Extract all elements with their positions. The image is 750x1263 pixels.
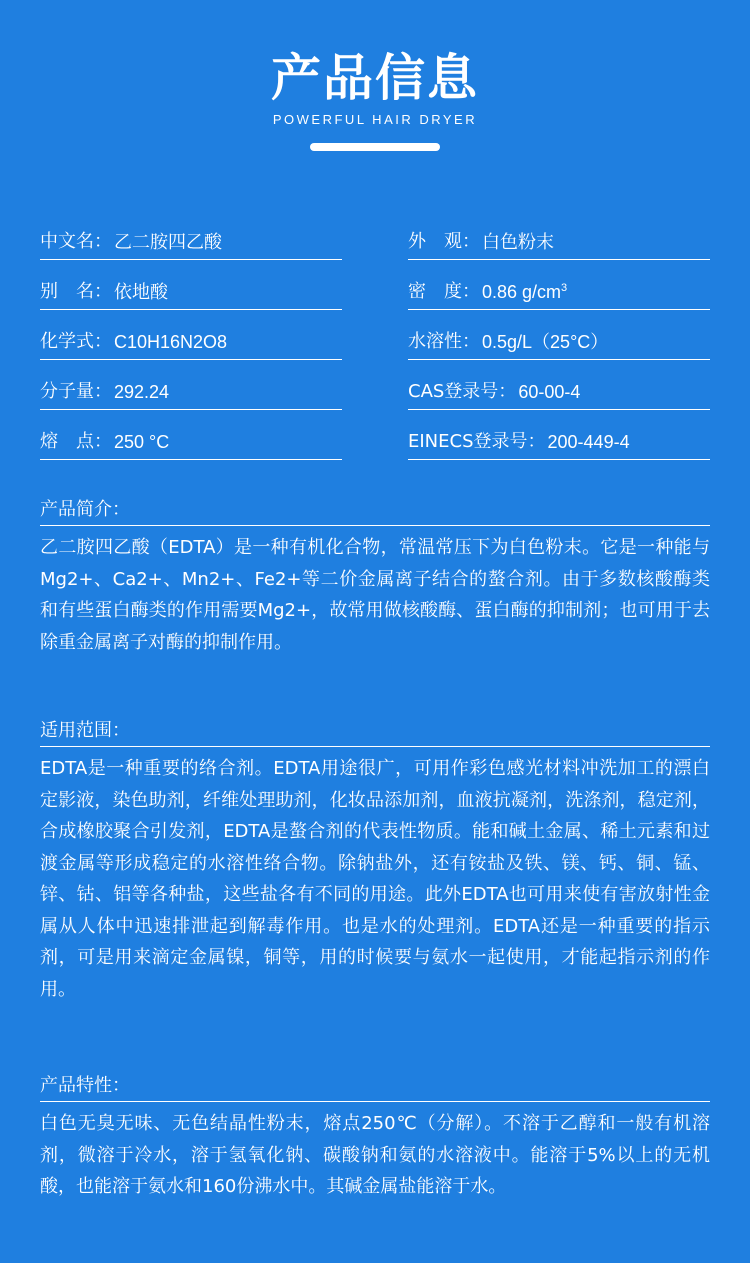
- intro-section-title: 产品简介：: [40, 497, 710, 526]
- spec-row-formula: [40, 310, 342, 360]
- density-value: 0.86 g/cm: [482, 282, 562, 302]
- spec-value: 60-00-4: [518, 382, 581, 402]
- spec-value: 白色粉末: [482, 232, 554, 252]
- spec-row-molecular-weight: [40, 360, 342, 410]
- spec-column-right: [408, 210, 710, 460]
- features-section-title: 产品特性：: [40, 1073, 710, 1102]
- spec-row-solubility: [408, 310, 710, 360]
- spec-row-chinese-name: [40, 210, 342, 260]
- page-title: 产品信息: [271, 49, 479, 107]
- page-header: [0, 0, 750, 151]
- spec-label: EINECS登录号：: [408, 431, 546, 452]
- spec-label: 熔 点：: [40, 431, 112, 452]
- spec-row-alias: [40, 260, 342, 310]
- spec-row-cas-number: [408, 360, 710, 410]
- spec-column-left: [40, 210, 342, 460]
- spec-value: [482, 280, 567, 304]
- spec-value: 乙二胺四乙酸: [114, 232, 222, 252]
- scope-section: [40, 718, 710, 1005]
- density-unit-superscript: 3: [561, 282, 568, 294]
- spec-row-density: [408, 260, 710, 310]
- spec-value: 200-449-4: [547, 432, 630, 452]
- spec-value: 0.5g/L（25°C）: [482, 332, 609, 352]
- spec-label: 密 度：: [408, 281, 480, 302]
- spec-value: C10H16N2O8: [114, 332, 228, 352]
- spec-row-einecs-number: [408, 410, 710, 460]
- spec-label: 水溶性：: [408, 331, 480, 352]
- spec-value: 250 °C: [114, 432, 170, 452]
- features-section-body: 白色无臭无味、无色结晶性粉末，熔点250℃（分解）。不溶于乙醇和一般有机溶剂，微溶于冷水，溶于氢氧化钠、碳酸钠和氨的水溶液中。能溶于5%以上的无机酸，也能溶于氨水和160份沸水中。其碱金属盐能溶于水。: [40, 1113, 710, 1197]
- spec-table: [40, 210, 710, 460]
- spec-row-appearance: [408, 210, 710, 260]
- scope-section-body: EDTA是一种重要的络合剂。EDTA用途很广，可用作彩色感光材料冲洗加工的漂白定影液，染色助剂，纤维处理助剂，化妆品添加剂，血液抗凝剂，洗涤剂，稳定剂，合成橡胶聚合引发剂，EDTA是螯合剂的代表性物质。能和碱土金属、稀土元素和过渡金属等形成稳定的水溶性络合物。除钠盐外，还有铵盐及铁、镁、钙、铜、锰、锌、钴、铝等各种盐，这些盐各有不同的用途。此外EDTA也可用来使有害放射性金属从人体中迅速排泄起到解毒作用。也是水的处理剂。EDTA还是一种重要的指示剂，可是用来滴定金属镍，铜等，用的时候要与氨水一起使用，才能起指示剂的作用。: [40, 758, 710, 1000]
- intro-section: [40, 497, 710, 658]
- spec-label: 中文名：: [40, 231, 112, 252]
- spec-row-melting-point: [40, 410, 342, 460]
- spec-value: 292.24: [114, 382, 170, 402]
- spec-label: 化学式：: [40, 331, 112, 352]
- spec-label: 分子量：: [40, 381, 112, 402]
- scope-section-title: 适用范围：: [40, 718, 710, 747]
- spec-value: 依地酸: [114, 282, 168, 302]
- page-subtitle: POWERFUL HAIR DRYER: [272, 112, 478, 127]
- intro-section-body: 乙二胺四乙酸（EDTA）是一种有机化合物，常温常压下为白色粉末。它是一种能与Mg2+、Ca2+、Mn2+、Fe2+等二价金属离子结合的螯合剂。由于多数核酸酶类和有些蛋白酶类的作用需要Mg2+，故常用做核酸酶、蛋白酶的抑制剂；也可用于去除重金属离子对酶的抑制作用。: [40, 537, 710, 653]
- title-underline-bar: [310, 143, 440, 151]
- spec-label: 别 名：: [40, 281, 112, 302]
- features-section: [40, 1073, 710, 1203]
- spec-label: 外 观：: [408, 231, 480, 252]
- spec-label: CAS登录号：: [408, 381, 517, 402]
